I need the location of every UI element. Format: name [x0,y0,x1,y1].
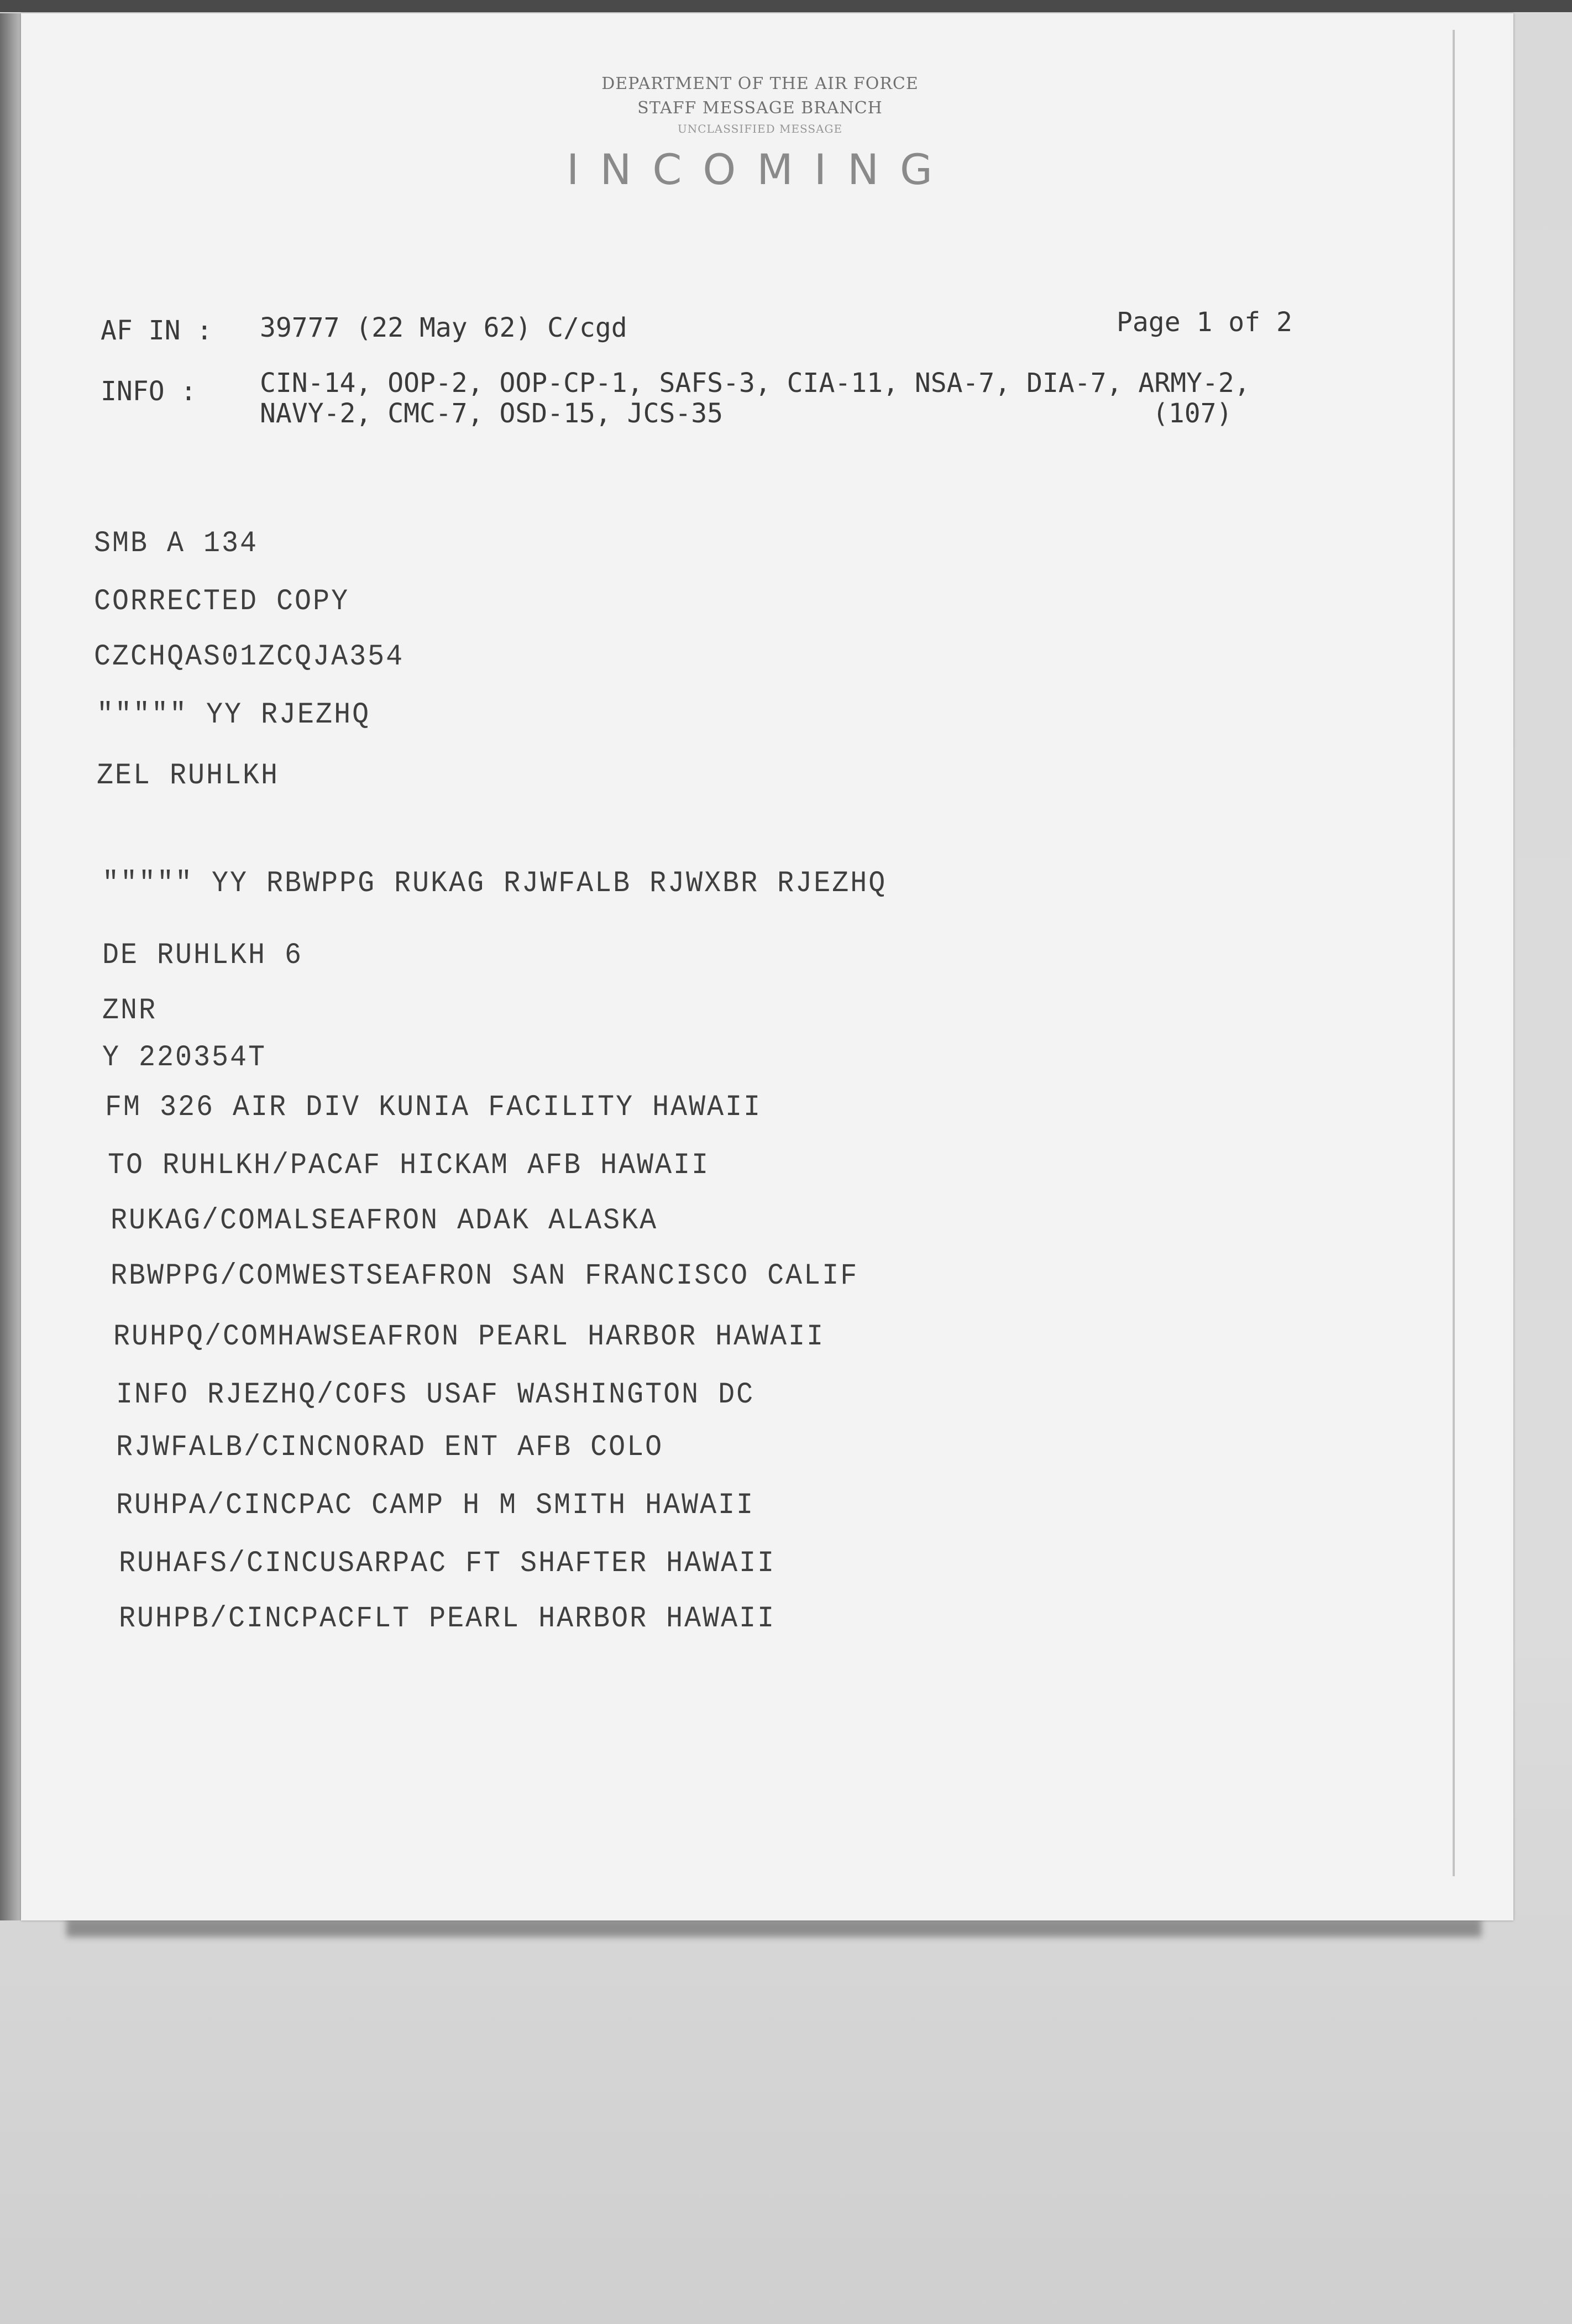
info-distribution-line-2: NAVY-2, CMC-7, OSD-15, JCS-35 [260,398,724,429]
message-line: RUKAG/COMALSEAFRON ADAK ALASKA [111,1203,658,1238]
message-line: RUHPB/CINCPACFLT PEARL HARBOR HAWAII [119,1601,776,1636]
message-line: """"" YY RJEZHQ [97,698,371,732]
message-line: RUHPA/CINCPAC CAMP H M SMITH HAWAII [116,1488,755,1523]
paper-shadow [66,1918,1481,1937]
message-line: DE RUHLKH 6 [102,938,303,973]
message-line: TO RUHLKH/PACAF HICKAM AFB HAWAII [108,1148,710,1183]
message-line: RBWPPG/COMWESTSEAFRON SAN FRANCISCO CALIF [111,1259,859,1294]
message-line: ZEL RUHLKH [97,758,280,793]
message-line: CZCHQAS01ZCQJA354 [94,640,405,674]
backdrop-top-edge [0,0,1572,12]
stamp-classification: UNCLASSIFIED MESSAGE [677,122,843,135]
info-label: INFO : [101,376,197,407]
page-indicator: Page 1 of 2 [1117,307,1292,338]
info-total-count: (107) [1152,398,1233,429]
stamp-title: INCOMING [567,145,953,194]
page-margin-rule [1453,30,1455,1876]
message-line: Y 220354T [102,1040,267,1075]
message-line: SMB A 134 [94,526,259,561]
message-line: FM 326 AIR DIV KUNIA FACILITY HAWAII [105,1090,762,1125]
af-in-value: 39777 (22 May 62) C/cgd [260,312,627,343]
message-line: INFO RJEZHQ/COFS USAF WASHINGTON DC [116,1378,755,1412]
stamp-department: DEPARTMENT OF THE AIR FORCE [601,74,919,93]
message-line: CORRECTED COPY [94,584,350,619]
message-line: RJWFALB/CINCNORAD ENT AFB COLO [116,1430,664,1465]
message-line: ZNR [102,993,158,1028]
info-distribution-line-1: CIN-14, OOP-2, OOP-CP-1, SAFS-3, CIA-11, NSA-7, DIA-7, ARMY-2, [260,368,1250,399]
message-line: """"" YY RBWPPG RUKAG RJWFALB RJWXBR RJEZHQ [102,866,887,901]
message-line: RUHAFS/CINCUSARPAC FT SHAFTER HAWAII [119,1546,776,1581]
stamp-branch: STAFF MESSAGE BRANCH [637,98,883,118]
paper-left-edge [0,13,21,1920]
af-in-label: AF IN : [101,315,213,346]
message-line: RUHPQ/COMHAWSEAFRON PEARL HARBOR HAWAII [113,1320,825,1354]
incoming-stamp [497,72,1023,194]
